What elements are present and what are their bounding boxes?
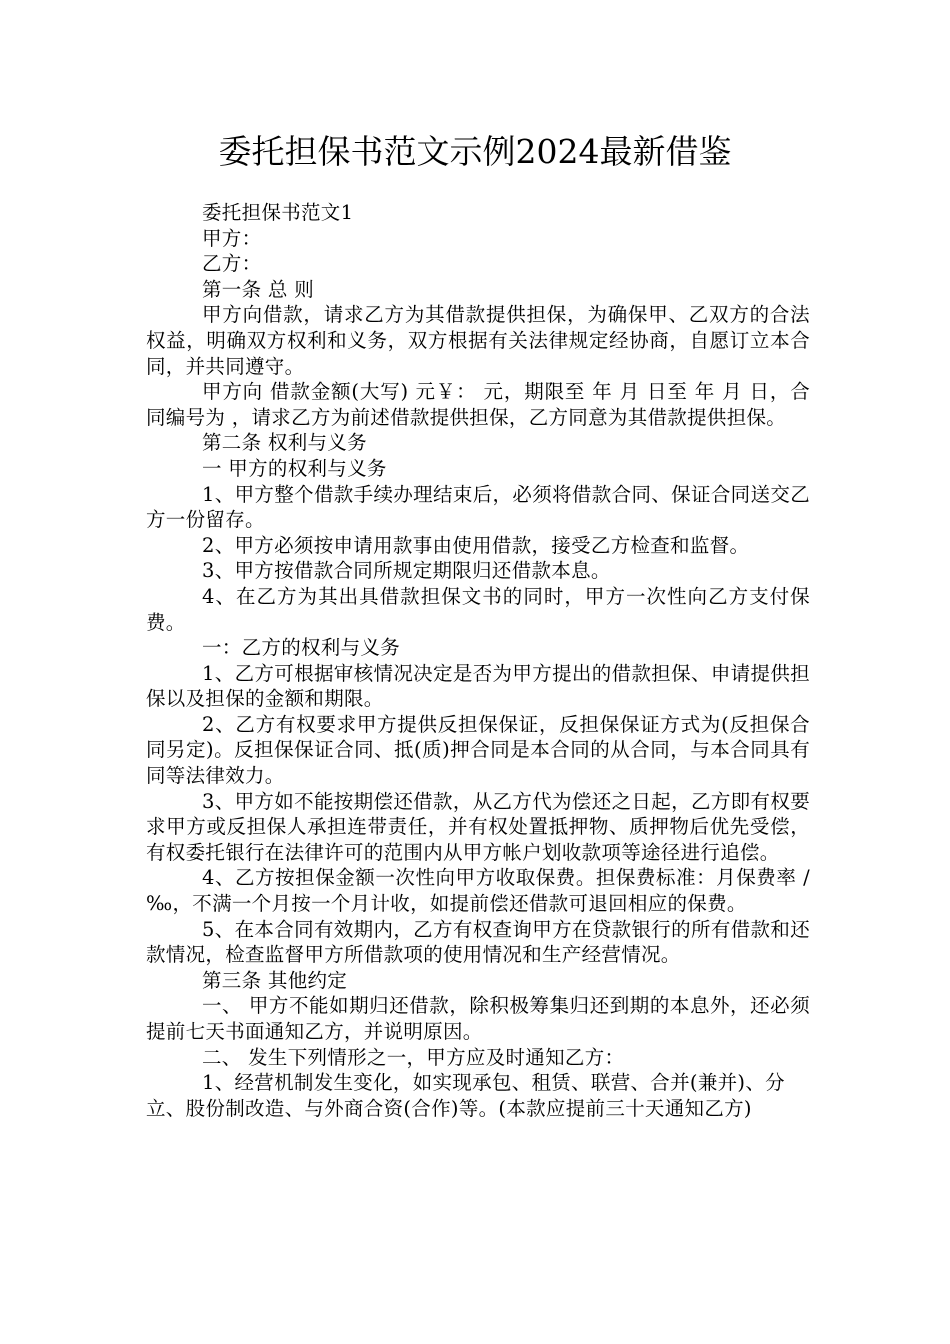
document-body bbox=[146, 200, 810, 1121]
paragraph: 5、在本合同有效期内，乙方有权查询甲方在贷款银行的所有借款和还款情况，检查监督甲方所借款项的使用情况和生产经营情况。 bbox=[146, 917, 810, 967]
section-heading: 第一条 总 则 bbox=[202, 277, 314, 301]
document-title: 委托担保书范文示例2024最新借鉴 bbox=[218, 132, 732, 171]
paragraph: 1、乙方可根据审核情况决定是否为甲方提出的借款担保、申请提供担保以及担保的金额和期限。 bbox=[146, 661, 810, 711]
paragraph: 二、 发生下列情形之一，甲方应及时通知乙方： bbox=[202, 1045, 625, 1069]
paragraph: 4、乙方按担保金额一次性向甲方收取保费。担保费标准：月保费率 /‰，不满一个月按一个月计收，如提前偿还借款可退回相应的保费。 bbox=[146, 866, 810, 916]
paragraph: 3、甲方如不能按期偿还借款，从乙方代为偿还之日起，乙方即有权要求甲方或反担保人承担连带责任，并有权处置抵押物、质押物后优先受偿，有权委托银行在法律许可的范围内从甲方帐户划收款项等途径进行追偿。 bbox=[146, 789, 810, 864]
paragraph: 一、 甲方不能如期归还借款，除积极筹集归还到期的本息外，还必须提前七天书面通知乙方，并说明原因。 bbox=[146, 994, 810, 1043]
paragraph: 乙方： bbox=[202, 252, 262, 276]
section-heading: 第三条 其他约定 bbox=[202, 968, 348, 992]
paragraph: 2、乙方有权要求甲方提供反担保保证，反担保保证方式为(反担保合同另定)。反担保保证合同、抵(质)押合同是本合同的从合同，与本合同具有同等法律效力。 bbox=[146, 712, 810, 788]
subsection-heading: 一：乙方的权利与义务 bbox=[202, 636, 401, 660]
paragraph: 甲方向借款，请求乙方为其借款提供担保，为确保甲、乙双方的合法权益，明确双方权利和义务，双方根据有关法律规定经协商，自愿订立本合同，并共同遵守。 bbox=[146, 303, 810, 378]
paragraph: 委托担保书范文1 bbox=[202, 201, 354, 224]
paragraph: 2、甲方必须按申请用款事由使用借款，接受乙方检查和监督。 bbox=[202, 533, 750, 557]
paragraph: 甲方向 借款金额(大写) 元￥： 元，期限至 年 月 日至 年 月 日，合同编号为 ，请求乙方为前述借款提供担保，乙方同意为其借款提供担保。 bbox=[146, 380, 810, 429]
paragraph: 甲方： bbox=[202, 226, 262, 250]
paragraph: 3、甲方按借款合同所规定期限归还借款本息。 bbox=[202, 559, 611, 583]
paragraph: 1、经营机制发生变化，如实现承包、租赁、联营、合并(兼并)、分立、股份制改造、与外商合资(合作)等。(本款应提前三十天通知乙方) bbox=[146, 1071, 785, 1120]
paragraph: 1、甲方整个借款手续办理结束后，必须将借款合同、保证合同送交乙方一份留存。 bbox=[146, 482, 810, 532]
section-heading: 第二条 权利与义务 bbox=[202, 431, 367, 455]
subsection-heading: 一 甲方的权利与义务 bbox=[202, 456, 387, 480]
paragraph: 4、在乙方为其出具借款担保文书的同时，甲方一次性向乙方支付保费。 bbox=[146, 584, 810, 634]
